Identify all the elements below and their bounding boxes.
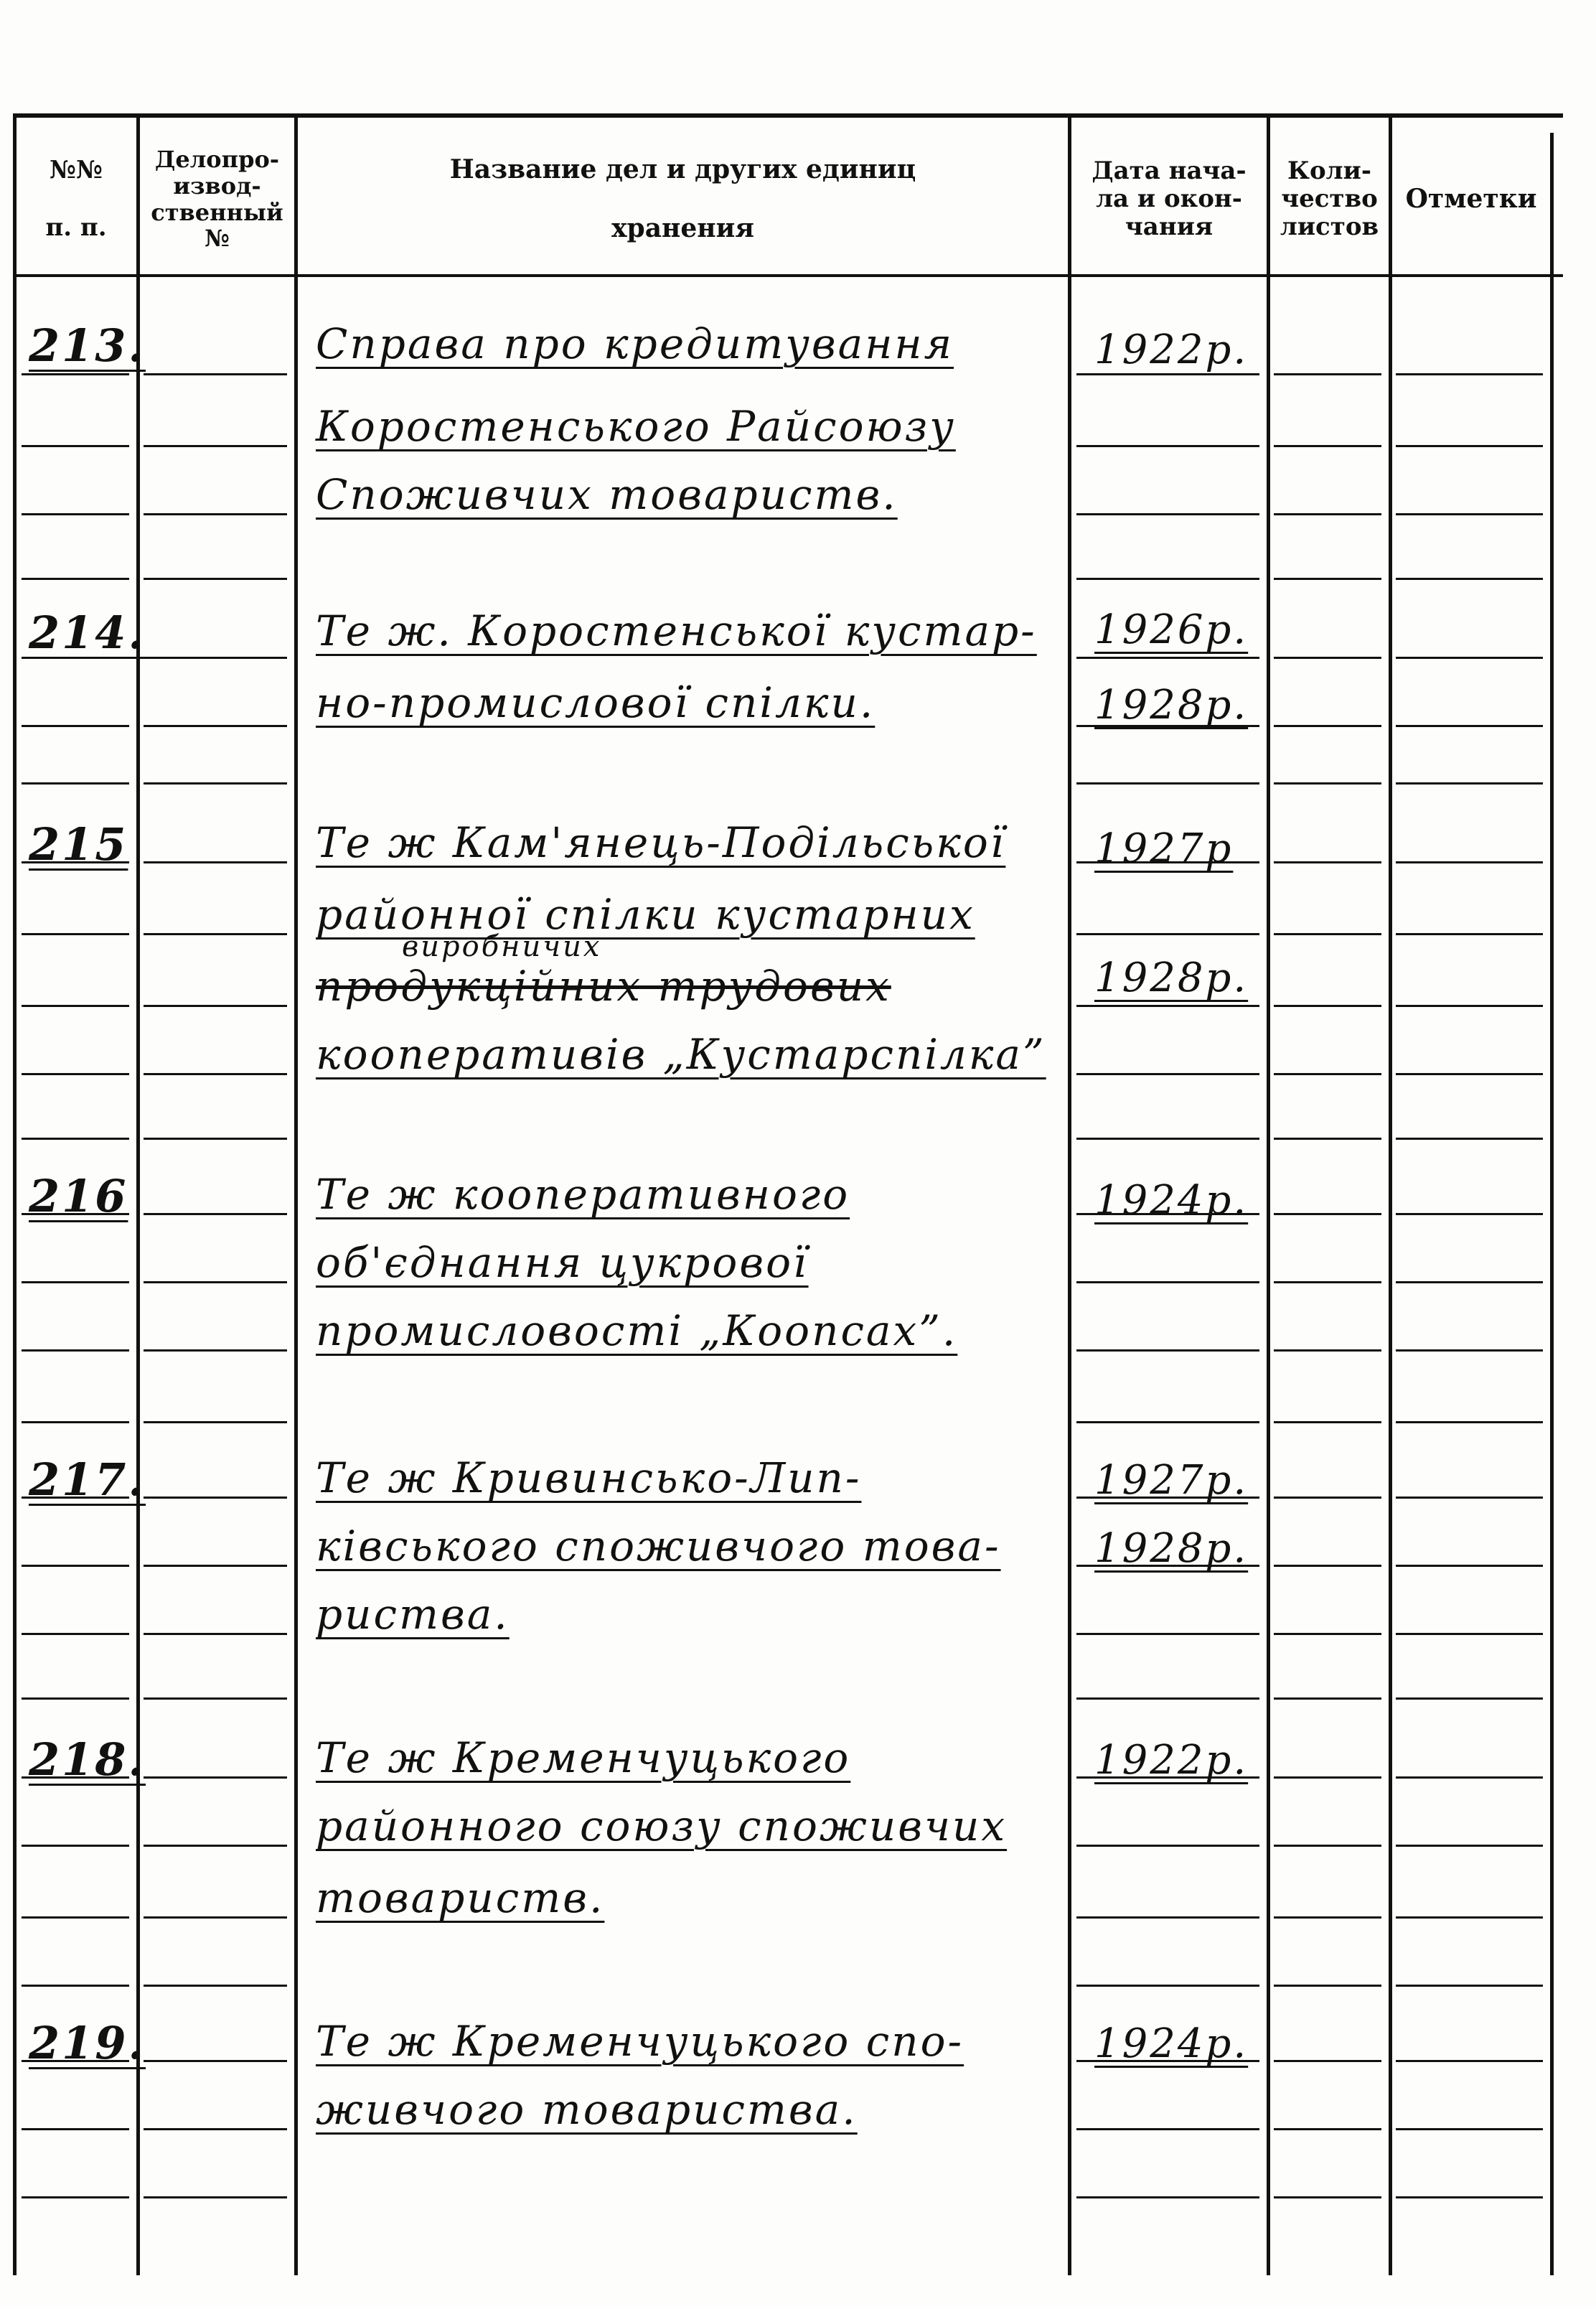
- ruled-line: [144, 1697, 287, 1700]
- ruled-line: [1274, 1005, 1381, 1007]
- ruled-line: [22, 933, 129, 935]
- ruled-line: [22, 1005, 129, 1007]
- ruled-line: [1076, 657, 1259, 659]
- ruled-line: [1076, 1916, 1259, 1919]
- ruled-line: [22, 1633, 129, 1635]
- ruled-line: [1274, 1845, 1381, 1847]
- ruled-line: [1396, 513, 1543, 515]
- ruled-line: [1274, 861, 1381, 863]
- ruled-line: [1076, 2128, 1259, 2130]
- ruled-line: [1274, 657, 1381, 659]
- ruled-line: [1274, 2196, 1381, 2198]
- ruled-line: [1396, 1776, 1543, 1779]
- ruled-line: [1274, 1697, 1381, 1700]
- ruled-line: [1396, 1497, 1543, 1499]
- ruled-line: [144, 1633, 287, 1635]
- ruled-line: [144, 1073, 287, 1075]
- ruled-line: [22, 578, 129, 580]
- ruled-line: [1396, 1565, 1543, 1567]
- ruled-line: [1396, 1421, 1543, 1423]
- ruled-line: [144, 1005, 287, 1007]
- ruled-line: [1274, 1776, 1381, 1779]
- ruled-line: [144, 933, 287, 935]
- ruled-line: [1274, 1565, 1381, 1567]
- ruled-line: [22, 373, 129, 375]
- inserted-word: виробничих: [402, 930, 602, 963]
- ruled-line: [144, 1565, 287, 1567]
- header-office-number: Делопро- извод- ственный №: [151, 145, 283, 253]
- header-title: Название дел и других единиц хранения: [449, 154, 916, 243]
- entry-title-line: Те ж Кременчуцького: [316, 1733, 851, 1782]
- ruled-line: [1396, 933, 1543, 935]
- entry-title-line: Те ж Кременчуцького спо-: [316, 2017, 964, 2066]
- ruled-line: [22, 1138, 129, 1140]
- ruled-line: [1274, 1213, 1381, 1215]
- ruled-line: [1076, 373, 1259, 375]
- ruled-line: [1274, 1281, 1381, 1283]
- header-sheet-count: Коли- чество листов: [1280, 156, 1379, 242]
- entry-title-line: но-промислової спілки.: [316, 678, 876, 727]
- ruled-line: [144, 1497, 287, 1499]
- ruled-line: [144, 1281, 287, 1283]
- ruled-line: [1396, 1845, 1543, 1847]
- header-dates: Дата нача- ла и окон- чания: [1092, 156, 1247, 242]
- entry-title-line: об'єднання цукрової: [316, 1238, 809, 1287]
- ruled-line: [1274, 782, 1381, 785]
- ruled-line: [22, 513, 129, 515]
- ruled-line: [144, 445, 287, 447]
- entry-number: 217.: [29, 1453, 146, 1506]
- ruled-line: [144, 782, 287, 785]
- entry-title-line: районного союзу споживчих: [316, 1802, 1008, 1850]
- entry-date: 1927р.: [1094, 1457, 1249, 1504]
- ruled-line: [1274, 1421, 1381, 1423]
- ruled-line: [1396, 1281, 1543, 1283]
- ruled-line: [1396, 1138, 1543, 1140]
- entry-date: 1922р.: [1094, 1737, 1249, 1784]
- entry-title-line: промисловості „Коопсах”.: [316, 1306, 958, 1355]
- entry-date: 1928р.: [1094, 1525, 1249, 1572]
- ruled-line: [1396, 1213, 1543, 1215]
- ruled-line: [1396, 1697, 1543, 1700]
- ruled-line: [1076, 782, 1259, 785]
- ruled-line: [1396, 1349, 1543, 1352]
- ruled-line: [1274, 2128, 1381, 2130]
- ruled-line: [1076, 1349, 1259, 1352]
- ruled-line: [1274, 1633, 1381, 1635]
- ruled-line: [144, 2128, 287, 2130]
- ruled-line: [144, 513, 287, 515]
- ruled-line: [1076, 1073, 1259, 1075]
- entry-date: 1928р.: [1094, 955, 1249, 1001]
- entry-date: 1927р: [1094, 825, 1234, 872]
- ruled-line: [22, 2196, 129, 2198]
- ruled-line: [1396, 1073, 1543, 1075]
- ruled-line: [1396, 2128, 1543, 2130]
- ruled-line: [1274, 373, 1381, 375]
- ruled-line: [22, 1697, 129, 1700]
- ruled-line: [22, 1985, 129, 1987]
- column-divider: [294, 115, 298, 2275]
- entry-title-line: Справа про кредитування: [316, 319, 954, 368]
- entry-title-line: Те ж кооперативного: [316, 1170, 850, 1219]
- ruled-line: [144, 1349, 287, 1352]
- ruled-line: [1396, 445, 1543, 447]
- column-divider: [1389, 115, 1392, 2275]
- entry-number: 218.: [29, 1733, 146, 1786]
- ruled-line: [22, 782, 129, 785]
- entry-date: 1926р.: [1094, 606, 1249, 653]
- ruled-line: [1076, 1845, 1259, 1847]
- ruled-line: [144, 861, 287, 863]
- ruled-line: [144, 1213, 287, 1215]
- entry-number: 214.: [29, 606, 146, 659]
- ruled-line: [1396, 782, 1543, 785]
- ruled-line: [1076, 1421, 1259, 1423]
- ruled-line: [1274, 2060, 1381, 2062]
- ruled-line: [22, 725, 129, 727]
- header-notes: Отметки: [1405, 183, 1537, 214]
- ruled-line: [144, 373, 287, 375]
- entry-title-line: районної спілки кустарних: [316, 890, 975, 939]
- ruled-line: [1274, 1073, 1381, 1075]
- column-divider: [1550, 133, 1554, 2275]
- ruled-line: [1274, 578, 1381, 580]
- header-number: №№ п. п.: [45, 156, 107, 242]
- ruled-line: [1076, 1281, 1259, 1283]
- ruled-line: [1076, 513, 1259, 515]
- ruled-line: [144, 1845, 287, 1847]
- ruled-line: [144, 2196, 287, 2198]
- ruled-line: [144, 2060, 287, 2062]
- ruled-line: [1076, 2196, 1259, 2198]
- entry-title-line: продукційних трудових: [316, 962, 891, 1011]
- ruled-line: [22, 1845, 129, 1847]
- column-divider: [1068, 115, 1071, 2275]
- ruled-line: [144, 1985, 287, 1987]
- ruled-line: [1076, 445, 1259, 447]
- ruled-line: [22, 1421, 129, 1423]
- entry-title-line: товариств.: [316, 1873, 605, 1922]
- column-divider: [136, 115, 140, 2275]
- ruled-line: [144, 657, 287, 659]
- ruled-line: [1396, 578, 1543, 580]
- entry-date: 1928р.: [1094, 682, 1249, 729]
- entry-number: 219.: [29, 2017, 146, 2069]
- ruled-line: [1274, 725, 1381, 727]
- column-divider: [1267, 115, 1270, 2275]
- ruled-line: [1274, 445, 1381, 447]
- ruled-line: [1076, 578, 1259, 580]
- entry-number: 215: [29, 818, 128, 871]
- ruled-line: [1396, 373, 1543, 375]
- ruled-line: [1274, 513, 1381, 515]
- ruled-line: [1076, 1697, 1259, 1700]
- ruled-line: [22, 1916, 129, 1919]
- ruled-line: [144, 578, 287, 580]
- entry-date: 1924р.: [1094, 1177, 1249, 1224]
- ruled-line: [22, 1281, 129, 1283]
- table-top-border: [13, 113, 1563, 118]
- entry-date: 1924р.: [1094, 2020, 1249, 2067]
- entry-title-line: живчого товариства.: [316, 2085, 858, 2134]
- ruled-line: [1274, 1985, 1381, 1987]
- ruled-line: [1396, 861, 1543, 863]
- entry-title-line: Те ж. Коростенської кустар-: [316, 606, 1037, 655]
- ruled-line: [1396, 725, 1543, 727]
- ruled-line: [1274, 1497, 1381, 1499]
- ruled-line: [1396, 2060, 1543, 2062]
- ruled-line: [1274, 1349, 1381, 1352]
- entry-number: 213.: [29, 319, 146, 372]
- ruled-line: [22, 445, 129, 447]
- ruled-line: [22, 1349, 129, 1352]
- ruled-line: [1076, 1633, 1259, 1635]
- ruled-line: [144, 725, 287, 727]
- ruled-line: [1396, 2196, 1543, 2198]
- entry-title-line: Те ж Кам'янець-Подільської: [316, 818, 1006, 867]
- ruled-line: [1076, 1005, 1259, 1007]
- entry-title-line: Те ж Кривинсько-Лип-: [316, 1453, 862, 1502]
- ruled-line: [1396, 657, 1543, 659]
- ruled-line: [1076, 1985, 1259, 1987]
- ruled-line: [1396, 1005, 1543, 1007]
- ruled-line: [144, 1421, 287, 1423]
- ruled-line: [1076, 1138, 1259, 1140]
- ruled-line: [1274, 933, 1381, 935]
- entry-title-line: ківського споживчого това-: [316, 1522, 1001, 1570]
- entry-title-line: Коростенського Райсоюзу: [316, 402, 956, 451]
- ruled-line: [22, 1565, 129, 1567]
- entry-title-line: кооперативів „Кустарспілка”: [316, 1030, 1046, 1079]
- entry-title-line: Споживчих товариств.: [316, 470, 898, 519]
- ruled-line: [144, 1138, 287, 1140]
- ruled-line: [22, 2128, 129, 2130]
- entry-date: 1922р.: [1094, 327, 1249, 373]
- ruled-line: [1396, 1916, 1543, 1919]
- entry-title-line: риства.: [316, 1590, 510, 1639]
- ruled-line: [1076, 933, 1259, 935]
- ruled-line: [1274, 1138, 1381, 1140]
- ruled-line: [144, 1776, 287, 1779]
- ruled-line: [144, 1916, 287, 1919]
- entry-number: 216: [29, 1170, 128, 1222]
- ruled-line: [1274, 1916, 1381, 1919]
- ruled-line: [1396, 1985, 1543, 1987]
- ruled-line: [22, 1073, 129, 1075]
- column-divider: [13, 115, 17, 2275]
- ruled-line: [1396, 1633, 1543, 1635]
